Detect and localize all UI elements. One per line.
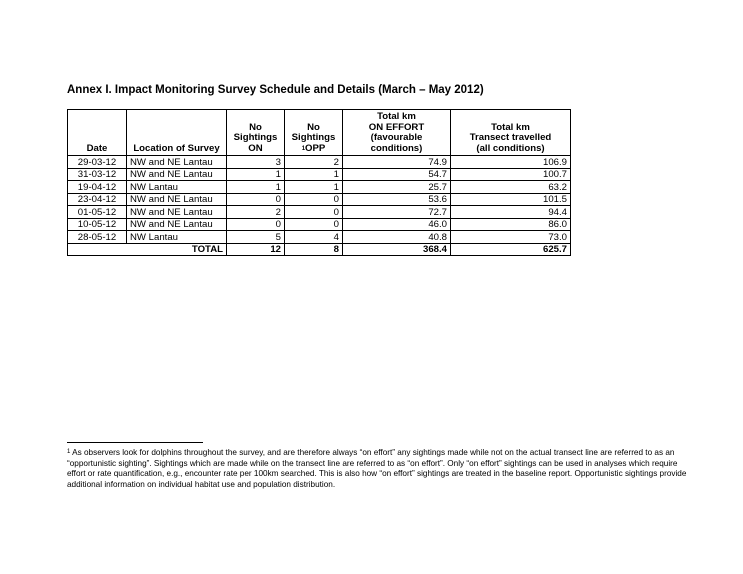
header-sightings-opp: No Sightings $^1$OPP	[285, 110, 343, 156]
total-km-transect: 625.7	[451, 243, 571, 256]
cell-location: NW and NE Lantau	[127, 168, 227, 181]
cell-sightings-opp: 1	[285, 181, 343, 194]
total-sightings-opp: 8	[285, 243, 343, 256]
table-row	[68, 193, 571, 206]
header-date: Date	[68, 110, 127, 156]
table-row	[68, 206, 571, 219]
cell-sightings-on: 2	[227, 206, 285, 219]
cell-location: NW Lantau	[127, 181, 227, 194]
cell-km-transect: 106.9	[451, 156, 571, 169]
cell-sightings-on: 5	[227, 231, 285, 244]
footnote-text: As observers look for dolphins throughout the survey, and are therefore always “on effort” any sightings made while not on the actual transect line are referred to as an “opportunistic sighting”. Sightings which are made while on the transect line are referred to as “on effort”. Only “on effort” sightings can be used in analyses which require effort or rate quantification, e.g., encounter rate per 100km searched. This is also how “on effort” sightings are treated in the baseline report. Opportunistic sightings provide additional information on individual habitat use and population distribution.	[67, 448, 687, 489]
header-location: Location of Survey	[127, 110, 227, 156]
footnote-divider	[67, 442, 203, 443]
footnote-ref-marker: 1	[301, 145, 306, 152]
table-row	[68, 156, 571, 169]
cell-km-transect: 101.5	[451, 193, 571, 206]
footnote	[67, 448, 687, 490]
cell-date: 19-04-12	[68, 181, 127, 194]
table-row	[68, 218, 571, 231]
cell-sightings-on: 1	[227, 168, 285, 181]
header-km-transect: Total km Transect travelled (all conditions)	[451, 110, 571, 156]
footnote-marker: 1	[67, 449, 71, 455]
cell-km-effort: 53.6	[343, 193, 451, 206]
cell-sightings-opp: 2	[285, 156, 343, 169]
cell-km-transect: 63.2	[451, 181, 571, 194]
cell-location: NW and NE Lantau	[127, 218, 227, 231]
cell-km-effort: 74.9	[343, 156, 451, 169]
total-sightings-on: 12	[227, 243, 285, 256]
cell-date: 28-05-12	[68, 231, 127, 244]
total-row	[68, 243, 571, 256]
cell-km-transect: 73.0	[451, 231, 571, 244]
cell-location: NW and NE Lantau	[127, 206, 227, 219]
cell-km-effort: 40.8	[343, 231, 451, 244]
table-row	[68, 231, 571, 244]
cell-date: 29-03-12	[68, 156, 127, 169]
cell-location: NW Lantau	[127, 231, 227, 244]
cell-km-transect: 100.7	[451, 168, 571, 181]
cell-sightings-on: 0	[227, 193, 285, 206]
header-sightings-on: No Sightings ON	[227, 110, 285, 156]
cell-sightings-on: 1	[227, 181, 285, 194]
cell-sightings-opp: 1	[285, 168, 343, 181]
cell-km-transect: 94.4	[451, 206, 571, 219]
cell-sightings-on: 0	[227, 218, 285, 231]
annex-title: Annex I. Impact Monitoring Survey Schedule and Details (March – May 2012)	[67, 84, 484, 96]
cell-location: NW and NE Lantau	[127, 193, 227, 206]
total-km-effort: 368.4	[343, 243, 451, 256]
total-label: TOTAL	[68, 243, 227, 256]
cell-location: NW and NE Lantau	[127, 156, 227, 169]
cell-date: 10-05-12	[68, 218, 127, 231]
cell-sightings-opp: 0	[285, 206, 343, 219]
cell-km-effort: 25.7	[343, 181, 451, 194]
table-row	[68, 181, 571, 194]
table-header-row	[68, 110, 571, 156]
cell-km-effort: 54.7	[343, 168, 451, 181]
cell-km-transect: 86.0	[451, 218, 571, 231]
cell-date: 23-04-12	[68, 193, 127, 206]
cell-km-effort: 72.7	[343, 206, 451, 219]
cell-km-effort: 46.0	[343, 218, 451, 231]
cell-sightings-opp: 0	[285, 193, 343, 206]
table-row	[68, 168, 571, 181]
cell-sightings-opp: 0	[285, 218, 343, 231]
cell-sightings-opp: 4	[285, 231, 343, 244]
cell-date: 01-05-12	[68, 206, 127, 219]
cell-date: 31-03-12	[68, 168, 127, 181]
header-km-on-effort: Total km ON EFFORT (favourable conditions)	[343, 110, 451, 156]
survey-table	[67, 109, 571, 256]
cell-sightings-on: 3	[227, 156, 285, 169]
